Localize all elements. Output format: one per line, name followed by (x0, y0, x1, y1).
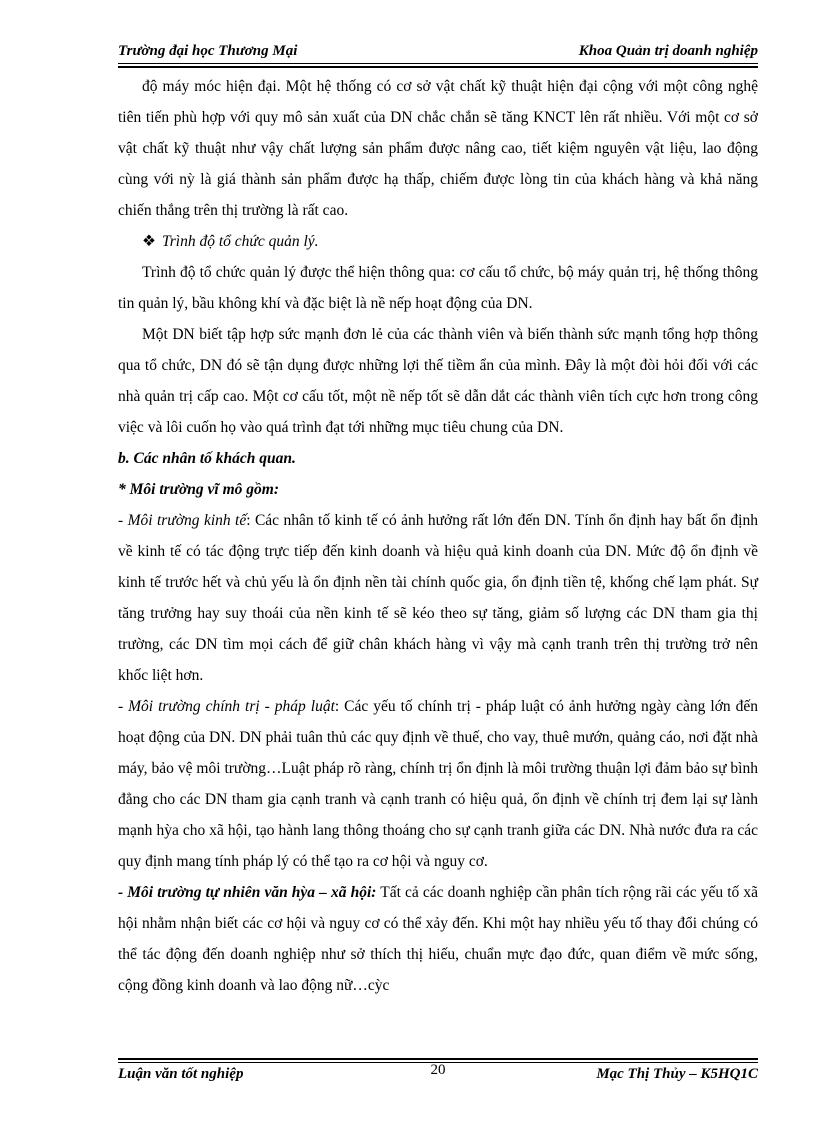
paragraph-management-2: Một DN biết tập hợp sức mạnh đơn lẻ của các thành viên và biến thành sức mạnh tổng hợp thông qua tổ chức, DN đó sẽ tận dụng được những lợi thế tiềm ẩn của mình. Đây là một đòi hỏi đối với các nhà quản trị cấp cao. Một cơ cấu tốt, một nề nếp tốt sẽ dẫn dắt các thành viên tích cực hơn trong công việc và lôi cuốn họ vào quá trình đạt tới những mục tiêu chung của DN. (118, 326, 758, 436)
page-number: 20 (430, 1062, 446, 1078)
label-economic-env: - Môi trường kinh tế (118, 512, 247, 529)
heading-management-text: Trình độ tổ chức quản lý. (162, 233, 319, 250)
text-economic-env: : Các nhân tố kinh tế có ảnh hưởng rất lớn đến DN. Tính ổn định hay bất ổn định về kinh tế có tác động trực tiếp đến kinh doanh và hiệu quả kinh doanh của DN. Mức độ ổn định về kinh tế trước hết và chủ yếu là ổn định nền tài chính quốc gia, ổn định tiền tệ, khống chế lạm phát. Sự tăng trưởng hay suy thoái của nền kinh tế sẽ kéo theo sự tăng, giảm số lượng các DN tham gia thị trường, các DN tìm mọi cách để giữ chân khách hàng vì vậy mà cạnh tranh trên thị trường trở nên khốc liệt hơn. (118, 512, 758, 684)
header-rule-thick (118, 66, 758, 68)
text-social-env: Tất cả các doanh nghiệp cần phân tích rộng rãi các yếu tố xã hội nhằm nhận biết các cơ hội và nguy cơ có thể xảy đến. Khi một hay nhiều yếu tố thay đổi chúng có thể tác động đến doanh nghiệp như sở thích thị hiếu, chuẩn mực đạo đức, quan điểm về mức sống, cộng đồng kinh doanh và lao động nữ…cỳc (118, 884, 758, 994)
footer-author: Mạc Thị Thủy – K5HQ1C (596, 1066, 758, 1082)
header-rule (118, 63, 758, 64)
label-political-env: - Môi trường chính trị - pháp luật (118, 698, 335, 715)
paragraph-economic-env (118, 505, 758, 691)
footer-rule-thick (118, 1058, 758, 1060)
footer-thesis-label: Luận văn tốt nghiệp (118, 1066, 244, 1082)
heading-management-level (118, 226, 758, 257)
paragraph-social-env (118, 877, 758, 1001)
paragraph-facilities: độ máy móc hiện đại. Một hệ thống có cơ sở vật chất kỹ thuật hiện đại cộng với một công nghệ tiên tiến phù hợp với quy mô sản xuất của DN chắc chắn sẽ tăng KNCT lên rất nhiều. Với một cơ sở vật chất kỹ thuật như vậy chất lượng sản phẩm được nâng cao, tiết kiệm nguyên vật liệu, lao động cùng với nỳ là giá thành sản phẩm được hạ thấp, chiếm được lòng tin của khách hàng và khả năng chiến thắng trên thị trường là rất cao. (118, 78, 758, 219)
page-header (118, 43, 758, 65)
heading-macro-environment: * Môi trường vĩ mô gồm: (118, 481, 279, 498)
label-social-env: - Môi trường tự nhiên văn hỳa – xã hội: (118, 884, 377, 901)
paragraph-political-env (118, 691, 758, 877)
paragraph-management-1: Trình độ tổ chức quản lý được thể hiện thông qua: cơ cấu tổ chức, bộ máy quản trị, hệ thống thông tin quản lý, bầu không khí và đặc biệt là nề nếp hoạt động của DN. (118, 264, 758, 312)
heading-objective-factors: b. Các nhân tố khách quan. (118, 450, 296, 467)
text-political-env: : Các yếu tố chính trị - pháp luật có ảnh hưởng ngày càng lớn đến hoạt động của DN. DN phải tuân thủ các quy định về thuế, cho vay, thuê mướn, quảng cáo, nơi đặt nhà máy, bảo vệ môi trường…Luật pháp rõ ràng, chính trị ổn định là môi trường thuận lợi đảm bảo sự bình đẳng cho các DN tham gia cạnh tranh và cạnh tranh có hiệu quả, ổn định về chính trị đem lại sự lành mạnh hỳa cho xã hội, tạo hành lang thông thoáng cho sự cạnh tranh giữa các DN. Nhà nước đưa ra các quy định mang tính pháp lý có thể tạo ra cơ hội và nguy cơ. (118, 698, 758, 870)
diamond-bullet-icon: ❖ (142, 233, 156, 250)
header-faculty: Khoa Quản trị doanh nghiệp (578, 43, 758, 59)
document-body (118, 71, 758, 1001)
header-school: Trường đại học Thương Mại (118, 43, 298, 59)
page-footer (118, 1062, 758, 1088)
